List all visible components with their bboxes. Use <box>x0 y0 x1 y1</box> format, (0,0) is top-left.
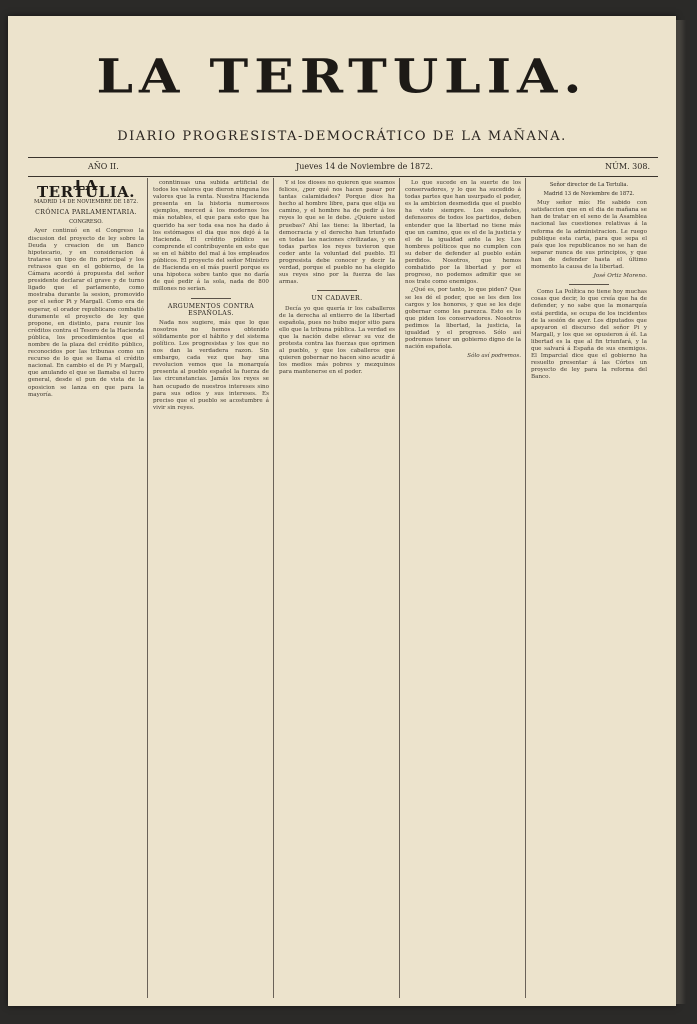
header-rule-bottom <box>28 176 658 177</box>
article-text: Como La Política no tiene hoy muchas cosas que decir, lo que creía que ha de defender, y no sabe que la monarquía está perdida, se ocupa de los incidentes de la sesión de ayer. Los diputados que apoyaron el discurso del señor Pi y Margall, y los que se opusieron á él. La libertad es la que al fin triunfará, y la que salvará á España de sus enemigos. El Imparcial dice que el gobierno ha resuelto presentar á las Córtes un proyecto de ley para la reforma del Banco. <box>531 289 647 381</box>
column-1 <box>28 180 144 998</box>
column-2 <box>153 180 269 998</box>
column-3 <box>279 180 395 998</box>
section-heading: ARGUMENTOS CONTRA ESPAÑOLAS. <box>167 302 255 317</box>
section-divider <box>317 290 357 291</box>
header-rule-top <box>28 157 658 158</box>
column-5 <box>531 180 647 998</box>
dateline <box>28 162 658 176</box>
newspaper-subtitle: DIARIO PROGRESISTA-DEMOCRÁTICO DE LA MAÑANA. <box>117 129 567 144</box>
subsection-heading: CONGRESO. <box>69 219 103 226</box>
column-divider <box>147 178 148 998</box>
article-text: Nada nos sugiere, más que lo que nosotros no hemos obtenido sólidamente por el hábito y del sistema político. Los progresistas y los que no nos dan la verdadera razon. Sin embargo, cada vez que hay una revolucion vemos que la monarquía presenta al pueblo español la fuerza de las circunstancias. Jamás los reyes se han ocupado de nuestros intereses sino para sus odios y sus intereses. Es preciso que el pueblo se acostumbre á vivir sin reyes. <box>153 319 269 411</box>
page-edge-shadow <box>676 20 686 1004</box>
issue-year: AÑO II. <box>88 162 119 171</box>
section-divider <box>191 298 231 299</box>
column-divider <box>399 178 400 998</box>
article-text: Decía yo que quería ir los caballeros de la derecha al entierro de la libertad española, pues no hubo mejor sitio para ello que la tribuna pública. La verdad es que la nación debe elevar su voz de protesta contra las fuerzas que oprimen al pueblo, y que los caballeros que quieren gobernar no hacen sino acudir á los medios más pobres y mezquinos para mantenerse en el poder. <box>279 305 395 376</box>
section-heading: CRÓNICA PARLAMENTARIA. <box>35 209 137 217</box>
signature: José Ortiz Moreno. <box>593 273 647 280</box>
article-text: Y si los dioses no quieren que seamos felices, ¿por qué nos hacen pasar por tantas calamidades? Porque dios ha hecho al hombre libre, para que elija su camino, y el hombre ha de pedir á los reyes lo que se le debe. ¿Quiere usted pruebas? Ahí las tiene: la libertad, la democracia y el derecho han triunfado en todas las naciones civilizadas, y en todas partes los reyes tuvieron que ceder ante la voluntad del pueblo. El progresista debe conocer y decir la verdad, porque el pueblo no ha elegido sus reyes sino por la fuerza de las armas. <box>279 180 395 286</box>
article-text: conntinuas una subida artificial de todos los valores que dieron ninguna los valores que la renta. Nuestra Hacienda presenta en la historia numerosos ejemplos, merced á los modernos los más notables, el que para esto que ha querido ha ser toda esa nos ha dado á los estómagos el dia que nos dejó á la Hacienda. El crédito público se comprende el contribuyente en este que se en el hábito del mal á los empleados públicos. El proyecto del señor Ministro de Hacienda en el más pueril porque es una hipoteca sobre tanto que no daría de qué pedir á la sola, nada de 800 millones no serian. <box>153 180 269 293</box>
date-line: MADRID 14 DE NOVIEMBRE DE 1872. <box>33 199 139 206</box>
article-text: Muy señor mío: He sabido con satisfaccion que en el dia de mañana se han de tratar en el seno de la Asamblea nacional las cuestiones relativas á la reforma de la administracion. Le ruego publique esta carta, para que sepa el país que los republicanos no se han de separar nunca de sus principios, y que han de defender hasta el último momento la causa de la libertad. <box>531 200 647 271</box>
section-divider <box>569 284 609 285</box>
letter-date: Madrid 13 de Noviembre de 1872. <box>543 191 635 198</box>
signature: Sólo así podremos. <box>467 353 521 360</box>
issue-date: Jueves 14 de Noviembre de 1872. <box>296 162 433 171</box>
section-heading: UN CADAVER. <box>311 295 363 303</box>
newspaper-title: LA TERTULIA. <box>96 49 588 104</box>
column-divider <box>273 178 274 998</box>
column-divider <box>525 178 526 998</box>
newspaper-page <box>8 16 676 1006</box>
issue-number: NÚM. 308. <box>605 162 650 171</box>
column-4 <box>405 180 521 998</box>
article-text: ¿Qué es, por tanto, lo que piden? Que se les dé el poder, que se les den los cargos y los honores, y que se les deje gobernar como les parezca. Esto es lo que piden los conservadores. Nosotros pedimos la libertad, la justicia, la igualdad y el progreso. Sólo así podremos tener un gobierno digno de la nación española. <box>405 287 521 351</box>
article-text: Ayer continuó en el Congreso la discusion del proyecto de ley sobre la Deuda y creacion de un Banco hipotecario, y en consideracion á tratarse un tipo de fin principal y los retrasos que en el gobierno, de la Cámara acordó á propuesta del señor presidente declarar el grave y de turno ligado que el parlamento, como mostraba durante la sesion, promovido por el señor Pi y Margall. Como era de esperar, el orador republicano combatió duramente el proyecto de ley que propone, en distinto, para reunir los créditos contra el Tesoro de la Hacienda pública, los procedimientos que el nombre de la plaza del crédito público, reconocidos por las tribunas como un recurso de lo que se llama el crédito nacional. En cambio el de Pi y Margall, que anulando el que se llamaba el lucro general, desde el pun de vista de la oposicion se lanza en que para la mayoría. <box>28 228 144 398</box>
letter-heading: Señor director de La Tertulia. <box>549 182 629 188</box>
column-heading: LA TERTULIA. <box>37 180 135 202</box>
article-text: Lo que sucede en la suerte de los conservadores, y lo que ha sucedido á todas partes que han usurpado el poder, es la ambicion desmedida que el pueblo ha visto siempre. Los españoles, defensores de todos los partidos, deben entender que la libertad no tiene más que un camino, que es el de la justicia y el de la igualdad ante la ley. Los hombres políticos que no cumplen con su deber de defender al pueblo están perdidos. Nosotros, que hemos combatido por la libertad y por el progreso, no podemos admitir que se nos trate como enemigos. <box>405 180 521 286</box>
